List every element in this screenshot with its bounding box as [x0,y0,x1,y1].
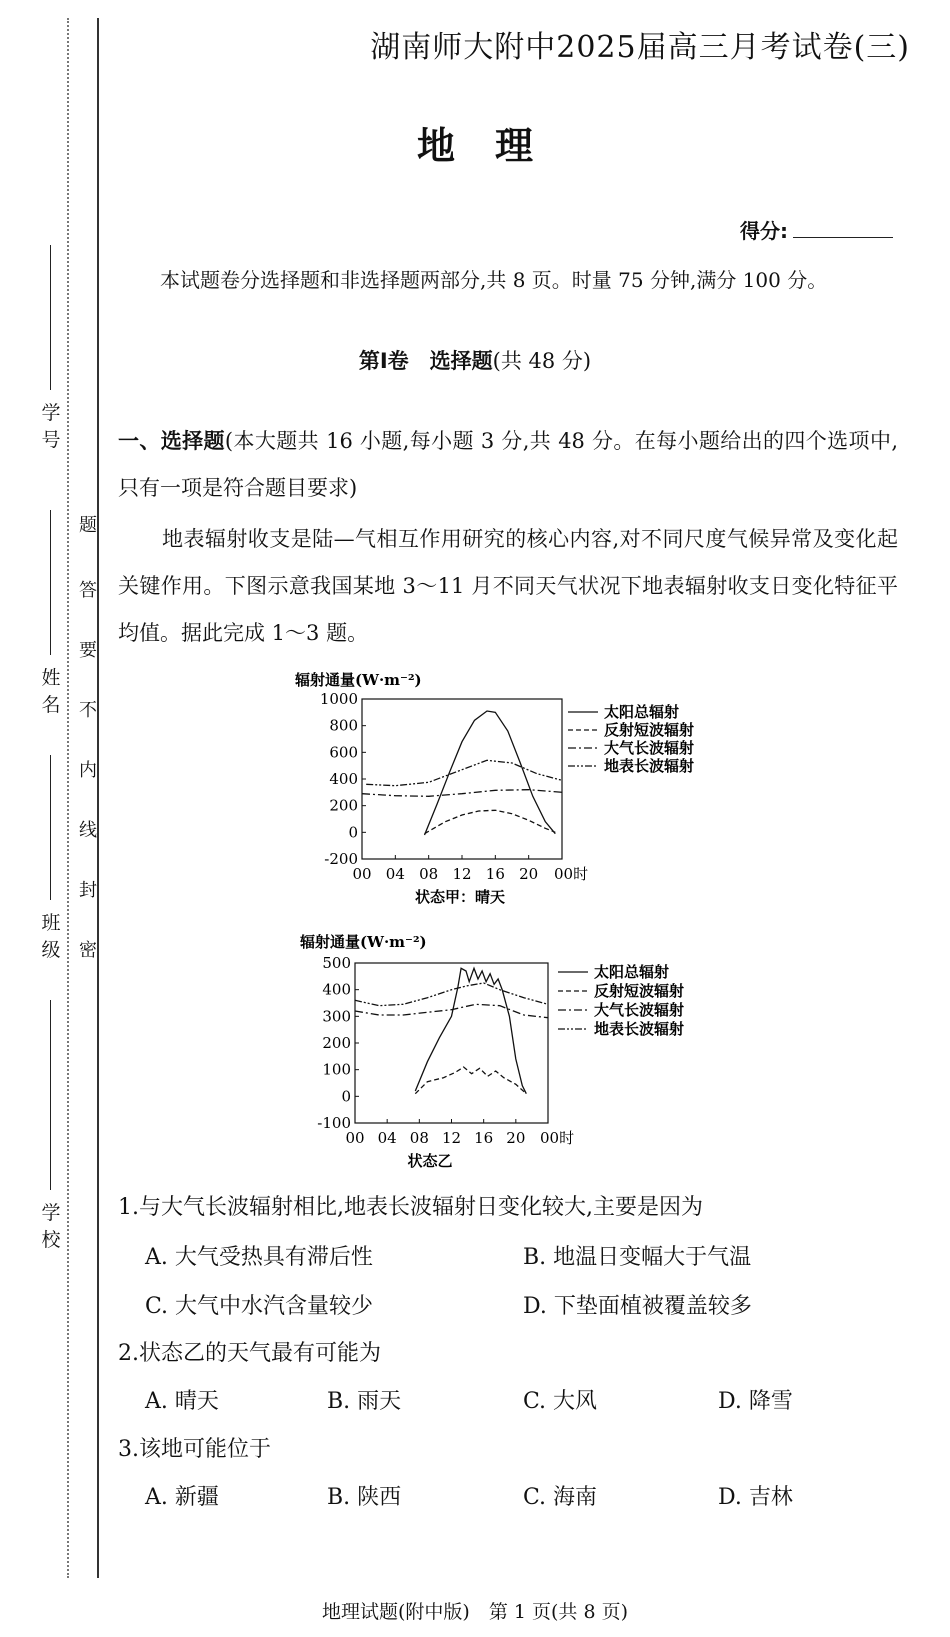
question-1-option-c[interactable]: C. 大气中水汽含量较少 [145,1294,374,1319]
name-blank[interactable] [50,510,51,655]
legend-label: 太阳总辐射 [594,963,670,981]
seal-char: 题 [79,515,97,536]
exam-title: 湖南师大附中2025届高三月考试卷(三) [370,30,910,65]
x-tick-label: 16 [474,1129,494,1147]
chart-ylabel: 辐射通量(W·m⁻²) [295,671,422,689]
question-3-option-a[interactable]: A. 新疆 [145,1485,219,1510]
y-tick-label: 100 [322,1060,351,1079]
legend-label: 地表长波辐射 [594,1020,685,1038]
y-tick-label: 500 [322,954,351,972]
x-tick-label: 20 [519,865,539,883]
y-tick-label: 400 [322,980,351,999]
x-tick-label: 04 [377,1129,397,1147]
x-tick-label: 12 [452,865,472,883]
school-blank[interactable] [50,1000,51,1190]
question-2-option-a[interactable]: A. 晴天 [145,1389,219,1414]
seal-char: 不 [79,700,97,721]
binding-solid-line [97,18,99,1578]
passage: 地表辐射收支是陆—气相互作用研究的核心内容,对不同尺度气候异常及变化起关键作用。下图示意我国某地 3～11 月不同天气状况下地表辐射收支日变化特征平均值。据此完成 1～3 题。 [118,527,898,645]
class-label: 班 级 [41,912,61,961]
y-tick-label: 200 [329,796,358,815]
legend-label: 反射短波辐射 [604,721,695,739]
seal-char: 要 [79,640,97,661]
section-subtitle: 选择题 [429,349,493,373]
part1-instructions [118,418,898,512]
x-tick-label: 04 [385,865,405,883]
question-number: 3. [118,1437,139,1462]
chart-state-b [290,930,730,1170]
chart-frame [362,699,562,859]
subject-title: 地理 [416,123,573,168]
school-label: 学 校 [41,1202,61,1251]
page-footer: 地理试题(附中版) 第 1 页(共 8 页) [322,1601,628,1623]
y-tick-label: 300 [322,1007,351,1026]
y-tick-label: 200 [322,1034,351,1052]
legend-label: 大气长波辐射 [594,1001,685,1019]
question-number: 2. [118,1341,139,1366]
series-line [415,1067,526,1094]
exam-intro: 本试题卷分选择题和非选择题两部分,共 8 页。时量 75 分钟,满分 100 分。 [160,268,828,292]
x-tick-label: 12 [441,1129,462,1147]
chart-sunny [290,668,730,906]
chart-title: 状态乙 [407,1152,453,1170]
seal-char: 内 [79,760,97,781]
part1-heading: 一、选择题 [118,429,225,453]
question-2-option-c[interactable]: C. 大风 [523,1389,598,1414]
x-tick-label: 08 [409,1129,429,1147]
series-line [366,760,562,785]
x-tick-label: 00 [352,865,372,883]
y-tick-label: 0 [341,1087,351,1106]
name-label: 姓 名 [41,667,61,716]
series-line [355,983,548,1006]
seal-char: 封 [79,880,97,901]
question-2-stem: 2.状态乙的天气最有可能为 [118,1341,382,1366]
question-3-option-d[interactable]: D. 吉林 [718,1485,793,1510]
y-tick-label: 400 [329,770,358,788]
section-points: (共 48 分) [492,349,592,373]
question-2-option-b[interactable]: B. 雨天 [327,1389,402,1414]
x-tick-label: 20 [506,1129,526,1147]
question-3-option-b[interactable]: B. 陕西 [327,1485,402,1510]
legend-label: 反射短波辐射 [594,982,685,1000]
seal-char: 线 [79,820,97,841]
y-tick-label: 800 [329,716,358,735]
legend-label: 大气长波辐射 [604,739,695,757]
section-title [0,345,950,375]
question-1-stem: 1.与大气长波辐射相比,地表长波辐射日变化较大,主要是因为 [118,1195,703,1220]
section-volume: 第Ⅰ卷 [358,349,409,373]
question-2-option-d[interactable]: D. 降雪 [718,1389,793,1414]
question-1-option-b[interactable]: B. 地温日变幅大于气温 [523,1245,752,1270]
seal-char: 密 [79,940,97,961]
y-tick-label: -100 [317,1114,351,1132]
x-tick-label: 00时 [540,1129,575,1147]
x-tick-label: 00时 [554,865,589,883]
part1-instructions-text: (本大题共 16 小题,每小题 3 分,共 48 分。在每小题给出的四个选项中,只有一项是符合题目要求) [118,429,899,500]
class-blank[interactable] [50,755,51,900]
legend-label: 太阳总辐射 [604,703,680,721]
question-1-option-a[interactable]: A. 大气受热具有滞后性 [145,1245,373,1270]
score-label: 得分: [740,219,788,243]
binding-dotted-line [67,18,69,1578]
y-tick-label: -200 [324,850,358,868]
legend-label: 地表长波辐射 [604,757,695,775]
x-tick-label: 16 [485,865,505,883]
seal-char: 答 [79,580,97,601]
series-line [425,810,556,833]
chart-title: 状态甲：晴天 [414,888,506,906]
chart-ylabel: 辐射通量(W·m⁻²) [300,933,427,951]
series-line [415,968,526,1093]
x-tick-label: 00 [345,1129,365,1147]
y-tick-label: 1000 [319,690,358,708]
x-tick-label: 08 [419,865,439,883]
chart-frame [355,963,548,1123]
question-3-option-c[interactable]: C. 海南 [523,1485,598,1510]
question-number: 1. [118,1195,139,1220]
y-tick-label: 0 [348,823,358,842]
student-id-label: 学 号 [41,402,61,451]
y-tick-label: 600 [329,743,358,762]
score-blank[interactable] [793,237,893,238]
question-3-stem: 3.该地可能位于 [118,1437,272,1462]
question-1-option-d[interactable]: D. 下垫面植被覆盖较多 [523,1294,752,1319]
